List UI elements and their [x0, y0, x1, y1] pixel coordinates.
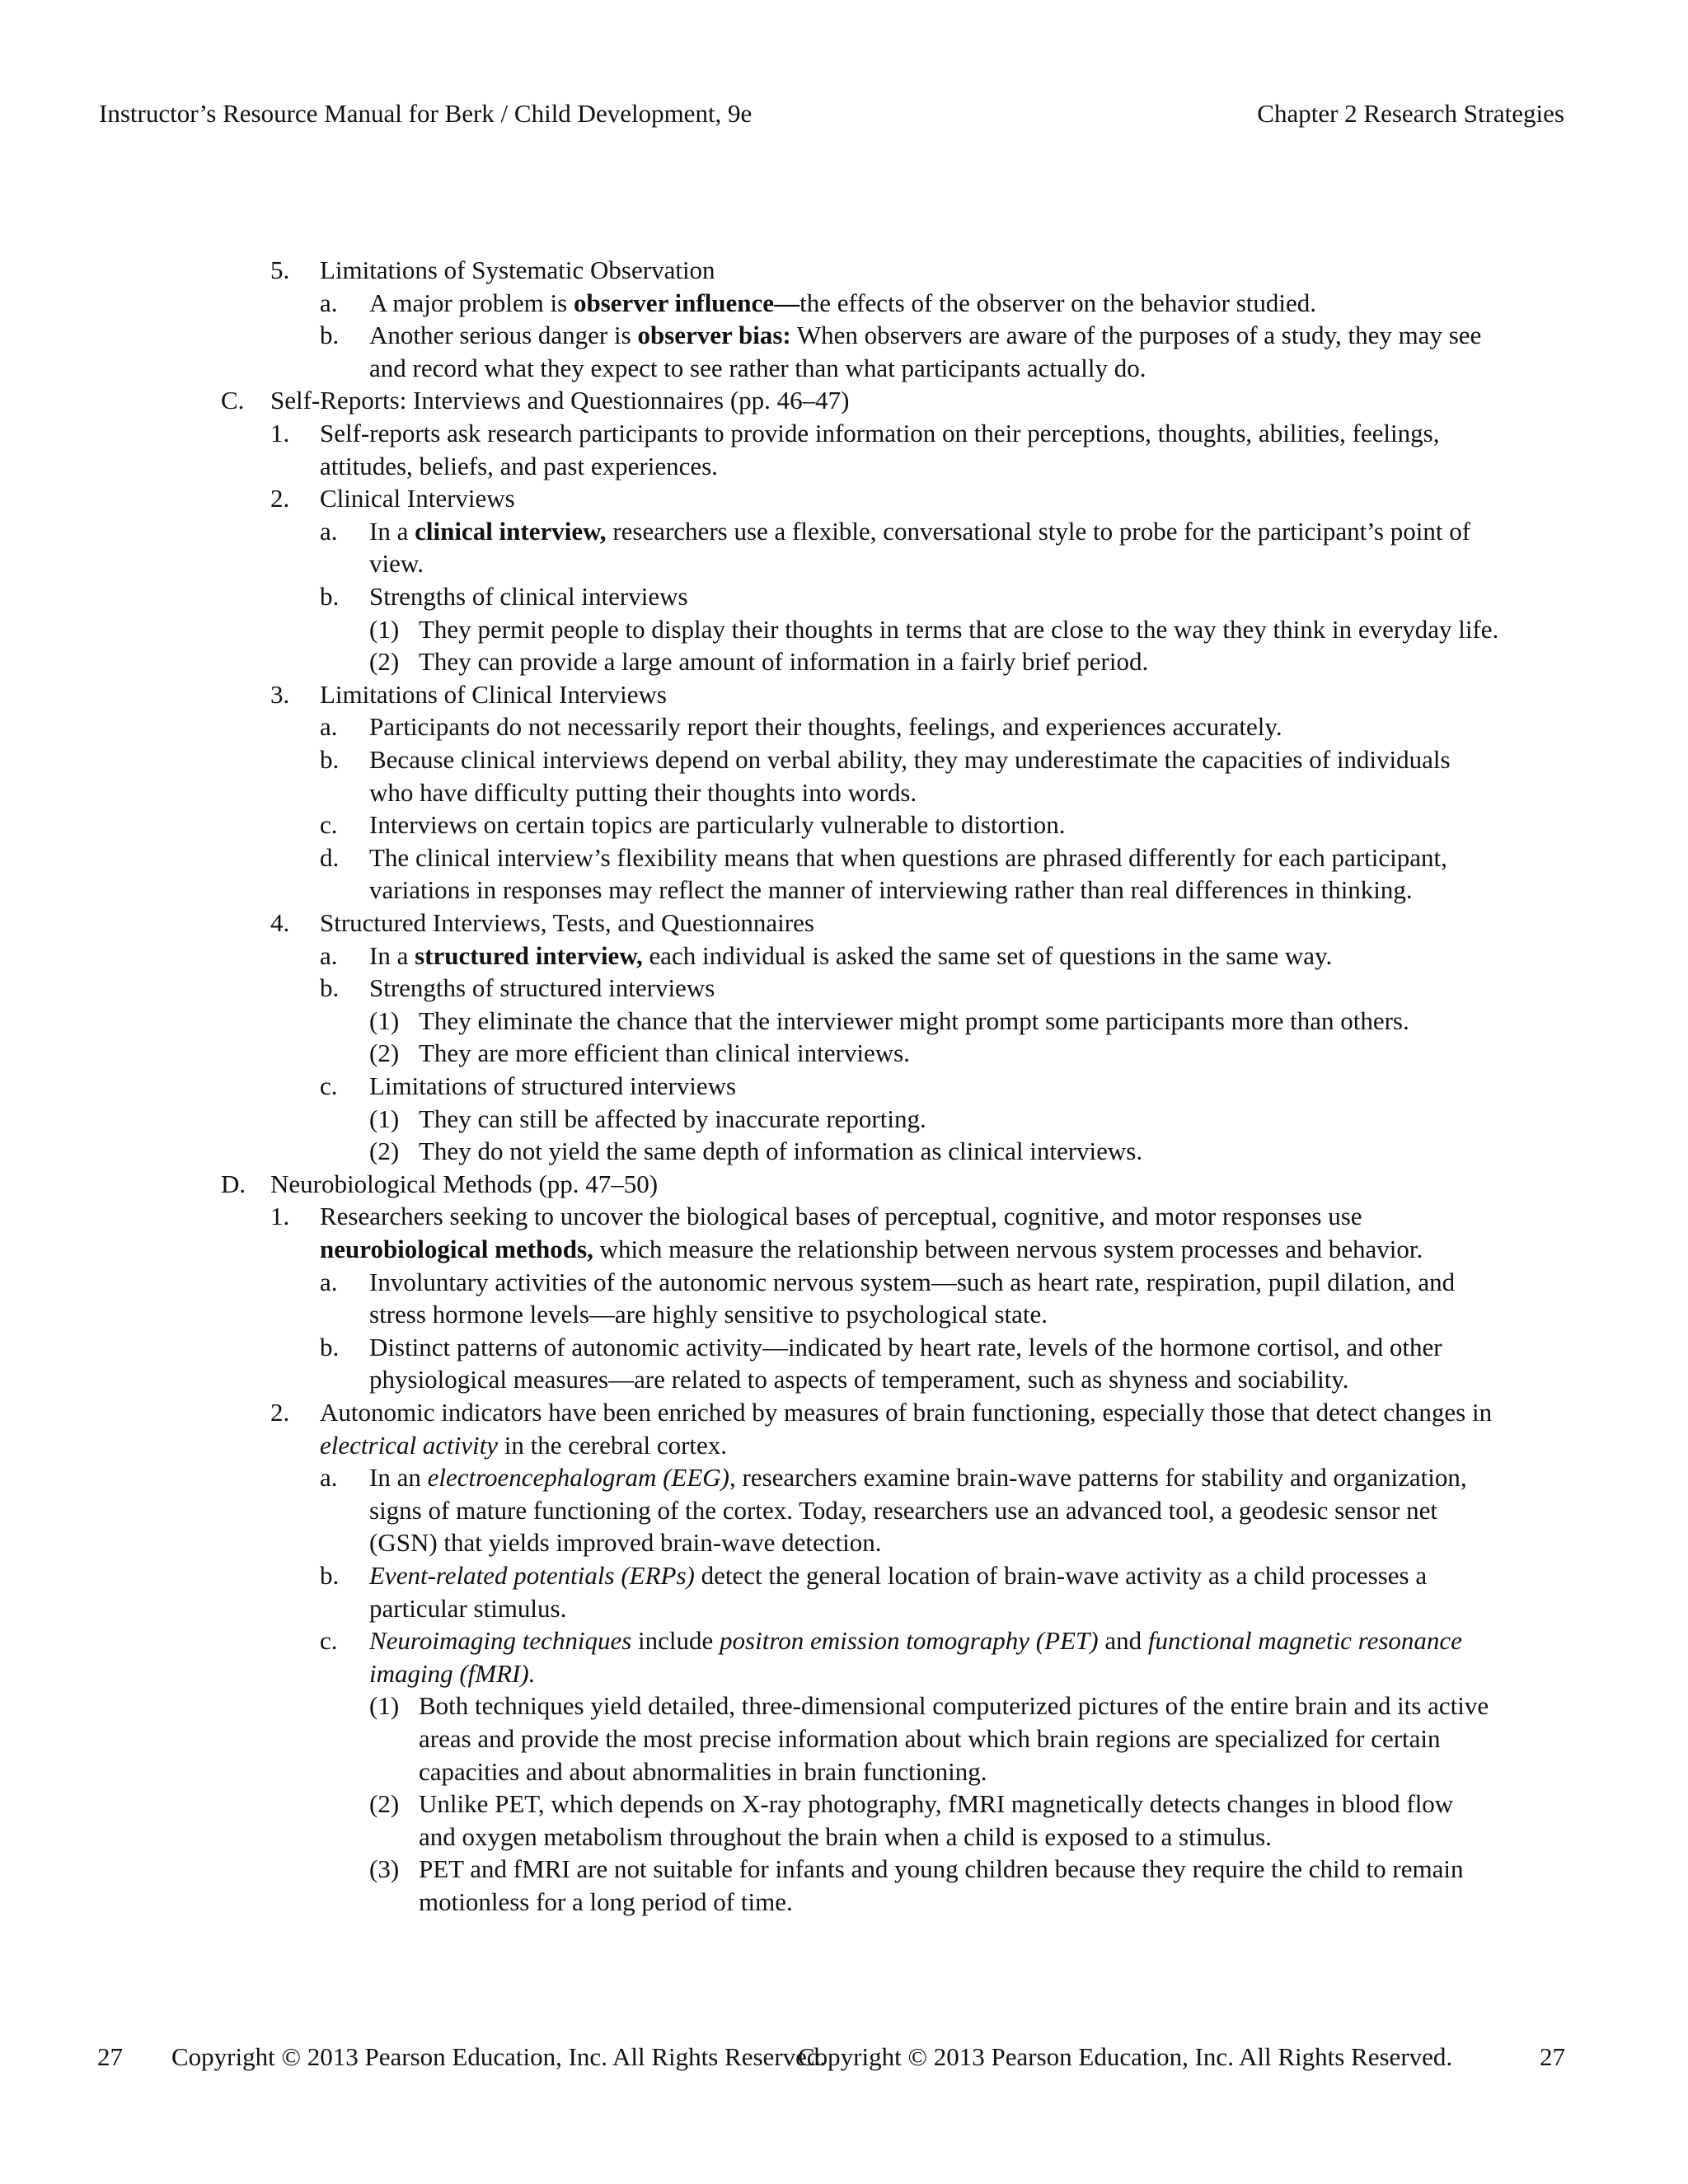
outline-line: [369, 287, 1316, 320]
outline-marker: b.: [320, 1561, 340, 1590]
outline-line: physiological measures—are related to aspects of temperament, such as shyness and sociability.: [369, 1365, 1349, 1394]
outline-line: Researchers seeking to uncover the biological bases of perceptual, cognitive, and motor responses use: [320, 1202, 1362, 1230]
text-run: and: [1098, 1626, 1148, 1655]
outline-marker: b.: [320, 582, 340, 611]
outline-line: stress hormone levels—are highly sensitive to psychological state.: [369, 1300, 1048, 1329]
outline-marker: (1): [369, 1104, 400, 1133]
text-run: include: [631, 1626, 720, 1655]
outline-marker: (3): [369, 1854, 400, 1883]
outline-marker: b.: [320, 745, 340, 774]
outline-line: [369, 1559, 1427, 1592]
outline-line: Distinct patterns of autonomic activity—indicated by heart rate, levels of the hormone cortisol, and other: [369, 1333, 1442, 1361]
italic-term: imaging (fMRI).: [369, 1659, 536, 1688]
outline-marker: (2): [369, 1038, 400, 1067]
text-run: which measure the relationship between nervous system processes and behavior.: [593, 1235, 1423, 1263]
outline-marker: b.: [320, 1333, 340, 1361]
outline-line: [369, 940, 1332, 972]
bold-term: observer bias:: [637, 321, 791, 349]
outline-marker: 3.: [270, 680, 290, 709]
outline-marker: (2): [369, 647, 400, 676]
outline-line: Because clinical interviews depend on verbal ability, they may underestimate the capacities of individuals: [369, 745, 1451, 774]
italic-term: positron emission tomography (PET): [720, 1626, 1099, 1655]
text-run: In an: [369, 1463, 428, 1492]
text-run: the effects of the observer on the behavior studied.: [799, 288, 1317, 317]
outline-line: Structured Interviews, Tests, and Questionnaires: [320, 908, 814, 937]
outline-line: PET and fMRI are not suitable for infants and young children because they require the child to remain: [419, 1854, 1464, 1883]
bold-term: structured interview,: [415, 941, 643, 970]
text-run: each individual is asked the same set of questions in the same way.: [642, 941, 1333, 970]
italic-term: electroencephalogram (EEG),: [427, 1463, 736, 1492]
bold-term: clinical interview,: [415, 517, 607, 546]
outline-marker: 4.: [270, 908, 290, 937]
outline-marker: 1.: [270, 419, 290, 448]
footer-copyright-left: Copyright © 2013 Pearson Education, Inc. All Rights Reserved.: [171, 2042, 827, 2071]
text-run: in the cerebral cortex.: [498, 1431, 728, 1460]
running-header-left: Instructor’s Resource Manual for Berk / Child Development, 9e: [99, 99, 753, 128]
text-run: When observers are aware of the purposes of a study, they may see: [790, 321, 1482, 349]
outline-marker: 5.: [270, 255, 290, 284]
outline-marker: c.: [320, 1626, 338, 1655]
footer-page-number-right: 27: [1540, 2042, 1565, 2071]
outline-line: Self-reports ask research participants to provide information on their perceptions, thoughts, abilities, feelings,: [320, 419, 1440, 448]
footer-page-number-left: 27: [97, 2042, 123, 2071]
outline-marker: (1): [369, 615, 400, 644]
outline-line: Self-Reports: Interviews and Questionnaires (pp. 46–47): [270, 386, 850, 415]
outline-line: who have difficulty putting their thoughts into words.: [369, 778, 917, 807]
outline-marker: 1.: [270, 1202, 290, 1230]
outline-line: [369, 515, 1470, 548]
italic-term: functional magnetic resonance: [1147, 1626, 1462, 1655]
outline-marker: a.: [320, 941, 338, 970]
outline-line: [369, 1624, 1462, 1657]
text-run: A major problem is: [369, 288, 574, 317]
italic-term: Neuroimaging techniques: [369, 1626, 632, 1655]
outline-marker: b.: [320, 321, 340, 349]
outline-line: Limitations of structured interviews: [369, 1071, 737, 1100]
outline-marker: b.: [320, 973, 340, 1002]
outline-line: [369, 319, 1481, 352]
outline-line: capacities and about abnormalities in brain functioning.: [419, 1757, 987, 1786]
outline-line: Neurobiological Methods (pp. 47–50): [270, 1169, 659, 1198]
outline-marker: C.: [221, 386, 245, 415]
outline-marker: c.: [320, 810, 338, 839]
outline-marker: (2): [369, 1137, 400, 1165]
italic-term: Event-related potentials (ERPs): [369, 1561, 695, 1590]
outline-line: and oxygen metabolism throughout the brain when a child is exposed to a stimulus.: [419, 1822, 1272, 1851]
outline-marker: 2.: [270, 1398, 290, 1427]
outline-line: signs of mature functioning of the cortex. Today, researchers use an advanced tool, a geodesic sensor net: [369, 1496, 1437, 1525]
outline-line: They are more efficient than clinical interviews.: [419, 1038, 910, 1067]
outline-line: Involuntary activities of the autonomic nervous system—such as heart rate, respiration, pupil dilation, and: [369, 1268, 1456, 1296]
outline-marker: c.: [320, 1071, 338, 1100]
text-run: In a: [369, 517, 415, 546]
outline-line: They eliminate the chance that the interviewer might prompt some participants more than others.: [419, 1006, 1409, 1035]
outline-marker: a.: [320, 517, 338, 546]
outline-line: Limitations of Clinical Interviews: [320, 680, 667, 709]
outline-line: Both techniques yield detailed, three-dimensional computerized pictures of the entire brain and its active: [419, 1691, 1489, 1720]
outline-marker: a.: [320, 712, 338, 741]
outline-line: areas and provide the most precise information about which brain regions are specialized for certain: [419, 1724, 1441, 1753]
footer-copyright-right: Copyright © 2013 Pearson Education, Inc. All Rights Reserved.: [798, 2042, 1453, 2071]
outline-line: Unlike PET, which depends on X-ray photography, fMRI magnetically detects changes in blood flow: [419, 1789, 1454, 1818]
text-run: detect the general location of brain-wave activity as a child processes a: [694, 1561, 1428, 1590]
bold-term: observer influence—: [573, 288, 800, 317]
running-header-right: Chapter 2 Research Strategies: [1257, 99, 1564, 128]
outline-marker: a.: [320, 288, 338, 317]
outline-line: They permit people to display their thoughts in terms that are close to the way they think in everyday life.: [419, 615, 1499, 644]
outline-marker: (2): [369, 1789, 400, 1818]
outline-line: They can provide a large amount of information in a fairly brief period.: [419, 647, 1149, 676]
bold-term: neurobiological methods,: [320, 1235, 593, 1263]
text-run: researchers use a flexible, conversational style to probe for the participant’s point of: [606, 517, 1471, 546]
outline-line: They can still be affected by inaccurate reporting.: [419, 1104, 926, 1133]
outline-line: Autonomic indicators have been enriched by measures of brain functioning, especially those that detect changes in: [320, 1398, 1493, 1427]
outline-line: [320, 1233, 1423, 1266]
outline-line: view.: [369, 549, 424, 578]
outline-line: attitudes, beliefs, and past experiences.: [320, 452, 718, 480]
outline-line: motionless for a long period of time.: [419, 1887, 793, 1916]
outline-line: [320, 1429, 727, 1462]
outline-line: and record what they expect to see rather than what participants actually do.: [369, 354, 1146, 382]
outline-marker: a.: [320, 1463, 338, 1492]
outline-marker: d.: [320, 843, 340, 872]
outline-line: Strengths of clinical interviews: [369, 582, 688, 611]
outline-line: variations in responses may reflect the manner of interviewing rather than real differences in thinking.: [369, 875, 1413, 904]
outline-line: Strengths of structured interviews: [369, 973, 715, 1002]
outline-line: Clinical Interviews: [320, 484, 515, 513]
outline-marker: (1): [369, 1006, 400, 1035]
outline-line: Interviews on certain topics are particularly vulnerable to distortion.: [369, 810, 1066, 839]
text-run: In a: [369, 941, 415, 970]
outline-line: (GSN) that yields improved brain-wave detection.: [369, 1528, 882, 1557]
outline-marker: a.: [320, 1268, 338, 1296]
outline-line: They do not yield the same depth of information as clinical interviews.: [419, 1137, 1143, 1165]
text-run: Another serious danger is: [369, 321, 638, 349]
outline-line: [369, 1461, 1467, 1494]
outline-line: The clinical interview’s flexibility means that when questions are phrased differently for each participant,: [369, 843, 1447, 872]
outline-line: Limitations of Systematic Observation: [320, 255, 715, 284]
outline-marker: 2.: [270, 484, 290, 513]
outline-line: [369, 1657, 535, 1690]
outline-line: particular stimulus.: [369, 1594, 567, 1623]
outline-marker: D.: [221, 1169, 246, 1198]
outline-marker: (1): [369, 1691, 400, 1720]
text-run: researchers examine brain-wave patterns for stability and organization,: [735, 1463, 1467, 1492]
italic-term: electrical activity: [320, 1431, 499, 1460]
outline-line: Participants do not necessarily report their thoughts, feelings, and experiences accurately.: [369, 712, 1282, 741]
